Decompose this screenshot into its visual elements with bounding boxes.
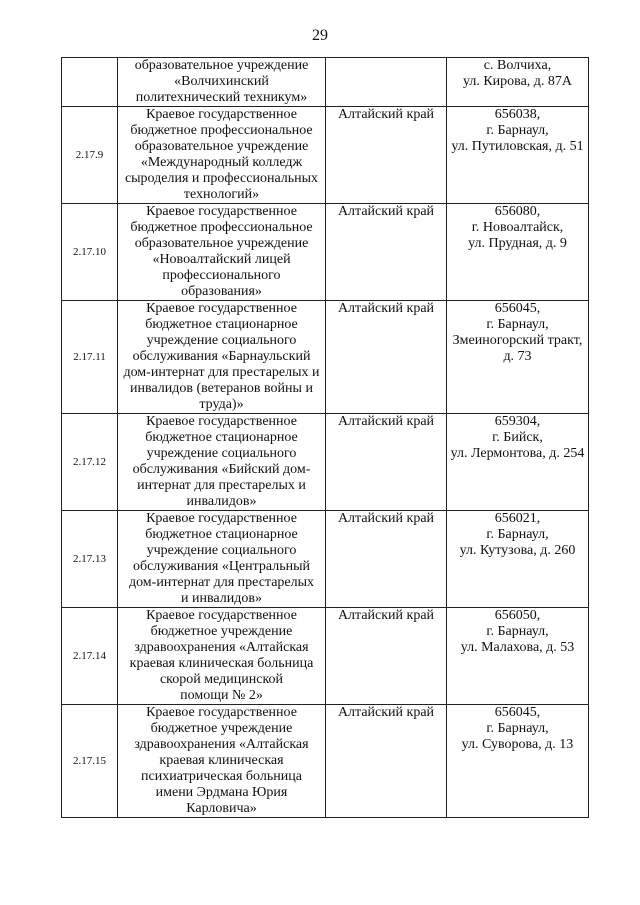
region: Алтайский край [326, 301, 447, 414]
row-number: 2.17.11 [62, 301, 118, 414]
region: Алтайский край [326, 414, 447, 511]
region: Алтайский край [326, 705, 447, 818]
region [326, 58, 447, 107]
institution-name: Краевое государственное бюджетное профессиональное образовательное учреждение «Новоалтайский лицей профессионального образования» [118, 204, 326, 301]
row-number: 2.17.10 [62, 204, 118, 301]
table-row [62, 301, 589, 414]
address: 659304, г. Бийск, ул. Лермонтова, д. 254 [447, 414, 589, 511]
institution-name: Краевое государственное бюджетное учреждение здравоохранения «Алтайская краевая клиническая психиатрическая больница имени Эрдмана Юрия Карловича» [118, 705, 326, 818]
address: 656050, г. Барнаул, ул. Малахова, д. 53 [447, 608, 589, 705]
institution-name: Краевое государственное бюджетное профессиональное образовательное учреждение «Международный колледж сыроделия и профессиональных технологий» [118, 107, 326, 204]
institutions-table [61, 57, 589, 818]
row-number [62, 58, 118, 107]
table-row [62, 204, 589, 301]
table-row [62, 107, 589, 204]
row-number: 2.17.14 [62, 608, 118, 705]
address: 656021, г. Барнаул, ул. Кутузова, д. 260 [447, 511, 589, 608]
row-number: 2.17.15 [62, 705, 118, 818]
institution-name: Краевое государственное бюджетное стационарное учреждение социального обслуживания «Бийский дом- интернат для престарелых и инвалидов» [118, 414, 326, 511]
institution-name: Краевое государственное бюджетное учреждение здравоохранения «Алтайская краевая клиническая больница скорой медицинской помощи № 2» [118, 608, 326, 705]
institution-name: образовательное учреждение «Волчихинский политехнический техникум» [118, 58, 326, 107]
address: 656045, г. Барнаул, Змеиногорский тракт, д. 73 [447, 301, 589, 414]
row-number: 2.17.12 [62, 414, 118, 511]
address: 656045, г. Барнаул, ул. Суворова, д. 13 [447, 705, 589, 818]
region: Алтайский край [326, 107, 447, 204]
page-number: 29 [312, 27, 328, 44]
region: Алтайский край [326, 608, 447, 705]
institution-name: Краевое государственное бюджетное стационарное учреждение социального обслуживания «Барнаульский дом-интернат для престарелых и инвалидов (ветеранов войны и труда)» [118, 301, 326, 414]
address: 656038, г. Барнаул, ул. Путиловская, д. 51 [447, 107, 589, 204]
region: Алтайский край [326, 204, 447, 301]
row-number: 2.17.13 [62, 511, 118, 608]
row-number: 2.17.9 [62, 107, 118, 204]
table-row [62, 705, 589, 818]
address: 656080, г. Новоалтайск, ул. Прудная, д. 9 [447, 204, 589, 301]
address: с. Волчиха, ул. Кирова, д. 87А [447, 58, 589, 107]
institution-name: Краевое государственное бюджетное стационарное учреждение социального обслуживания «Центральный дом-интернат для престарелых и инвалидов» [118, 511, 326, 608]
table-row [62, 511, 589, 608]
table-row [62, 58, 589, 107]
table-row [62, 608, 589, 705]
table-row [62, 414, 589, 511]
region: Алтайский край [326, 511, 447, 608]
